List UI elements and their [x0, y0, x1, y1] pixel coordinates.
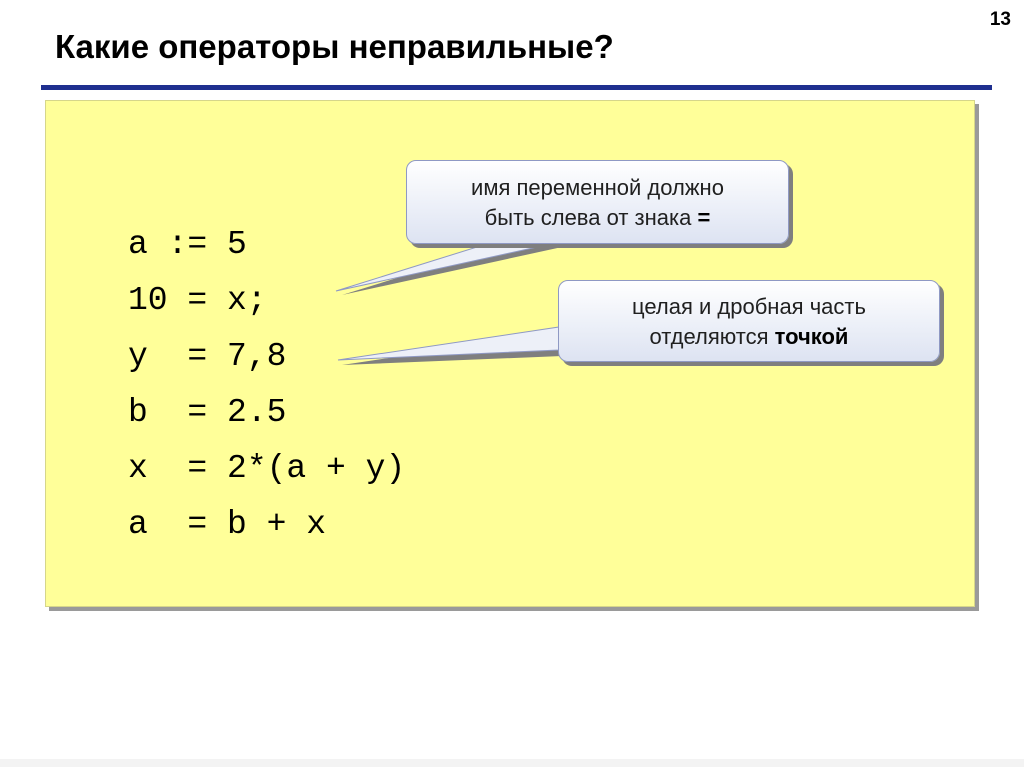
callout-text-line: целая и дробная часть	[632, 294, 866, 319]
bottom-strip	[0, 759, 1024, 767]
code-line: a = b + x	[128, 506, 327, 543]
callout-text-line: имя переменной должно	[471, 175, 724, 200]
code-line: b = 2.5	[128, 394, 287, 431]
code-line: x = 2*(a + y)	[128, 450, 406, 487]
title-underline	[41, 85, 992, 90]
code-line: a := 5	[128, 226, 247, 263]
callout-emphasis: =	[697, 205, 711, 230]
callout-text-line	[559, 322, 939, 352]
callout-emphasis: точкой	[774, 324, 849, 349]
code-line: 10 = x;	[128, 282, 267, 319]
slide-number: 13	[989, 9, 1011, 30]
slide-title: Какие операторы неправильные?	[55, 28, 614, 65]
callout-text: отделяются	[649, 324, 775, 349]
code-listing	[128, 217, 405, 553]
callout-text: быть слева от знака	[484, 205, 698, 230]
callout-decimal-point	[558, 280, 940, 362]
callout-variable-left	[406, 160, 789, 244]
callout-text-line	[407, 203, 788, 233]
code-line: y = 7,8	[128, 338, 287, 375]
